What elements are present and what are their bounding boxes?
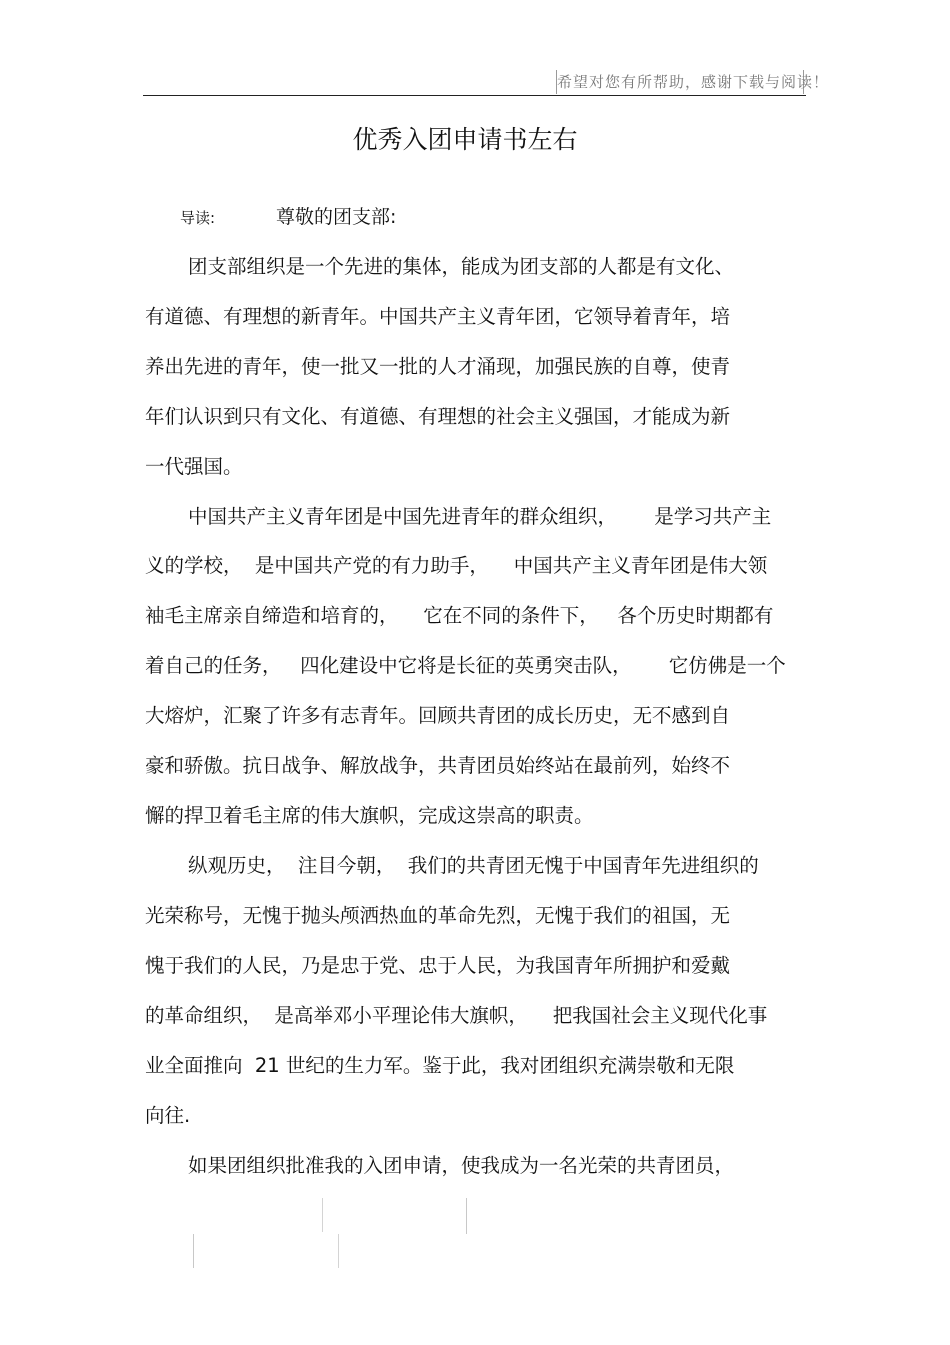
- document-title: 优秀入团申请书左右: [352, 125, 578, 154]
- salutation: 尊敬的团支部:: [276, 206, 397, 228]
- paragraph-1-line-3: 养出先进的青年，使一批又一批的人才涌现，加强民族的自尊，使青: [145, 355, 731, 378]
- paragraph-3-line-1: 纵观历史， 注目今朝， 我们的共青团无愧于中国青年先进组织的: [188, 854, 759, 877]
- paragraph-3-line-6: 向往.: [145, 1104, 191, 1127]
- paragraph-1-line-1: 团支部组织是一个先进的集体，能成为团支部的人都是有文化、: [188, 255, 735, 278]
- paragraph-2-line-1: 中国共产主义青年团是中国先进青年的群众组织， 是学习共产主: [188, 505, 772, 528]
- header-note: 希望对您有所帮助，感谢下载与阅读！: [556, 70, 804, 94]
- paragraph-2-line-5: 大熔炉，汇聚了许多有志青年。回顾共青团的成长历史，无不感到自: [145, 704, 731, 727]
- paragraph-2-line-6: 豪和骄傲。抗日战争、解放战争，共青团员始终站在最前列，始终不: [145, 754, 731, 777]
- paragraph-3-line-3: 愧于我们的人民，乃是忠于党、忠于人民，为我国青年所拥护和爱戴: [145, 954, 731, 977]
- decorative-rule: [322, 1198, 323, 1232]
- paragraph-2-line-7: 懈的捍卫着毛主席的伟大旗帜，完成这崇高的职责。: [145, 804, 594, 827]
- paragraph-2-line-4: 着自己的任务， 四化建设中它将是长征的英勇突击队， 它仿佛是一个: [145, 654, 786, 677]
- paragraph-1-line-2: 有道德、有理想的新青年。中国共产主义青年团，它领导着青年，培: [145, 305, 731, 328]
- header-divider: [143, 95, 806, 96]
- paragraph-2-line-2: 义的学校， 是中国共产党的有力助手， 中国共产主义青年团是伟大领: [145, 554, 768, 577]
- paragraph-2-line-3: 袖毛主席亲自缔造和培育的， 它在不同的条件下， 各个历史时期都有: [145, 604, 774, 627]
- decorative-rule: [466, 1198, 467, 1234]
- decorative-rule: [193, 1234, 194, 1268]
- paragraph-1-line-5: 一代强国。: [145, 455, 243, 478]
- guide-label: 导读:: [180, 209, 216, 227]
- paragraph-3-line-4: 的革命组织， 是高举邓小平理论伟大旗帜， 把我国社会主义现代化事: [145, 1004, 768, 1027]
- paragraph-1-line-4: 年们认识到只有文化、有道德、有理想的社会主义强国，才能成为新: [145, 405, 731, 428]
- paragraph-3-line-2: 光荣称号，无愧于抛头颅洒热血的革命先烈，无愧于我们的祖国，无: [145, 904, 731, 927]
- decorative-rule: [338, 1234, 339, 1268]
- paragraph-4-line-1: 如果团组织批准我的入团申请，使我成为一名光荣的共青团员，: [188, 1154, 735, 1177]
- paragraph-3-line-5: 业全面推向 21 世纪的生力军。鉴于此，我对团组织充满崇敬和无限: [145, 1054, 735, 1077]
